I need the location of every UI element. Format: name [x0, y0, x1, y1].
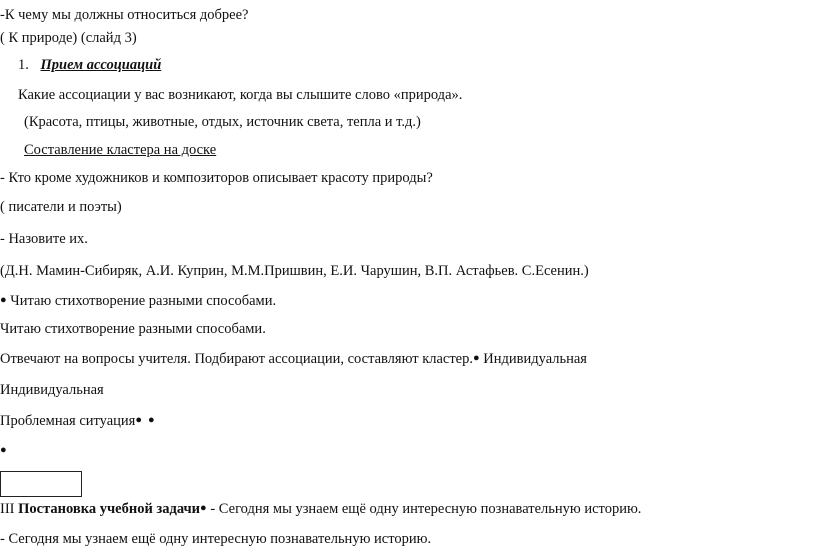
- students-answer-text: Отвечают на вопросы учителя. Подбирают ассоциации, составляют кластер.: [0, 351, 473, 367]
- line-read-poem: [0, 320, 266, 338]
- line-lone-bullet: [0, 441, 7, 460]
- today-text-2: - Сегодня мы узнаем ещё одну интересную познавательную историю.: [0, 531, 432, 547]
- read-poem-text-2: Читаю стихотворение разными способами.: [0, 321, 266, 337]
- who-describes-text: - Кто кроме художников и композиторов описывает красоту природы?: [0, 170, 433, 186]
- bullet-icon: ●: [0, 444, 7, 456]
- item-heading: [18, 56, 161, 74]
- item-number: 1.: [18, 57, 29, 73]
- associations-question-text: Какие ассоциации у вас возникают, когда вы слышите слово «природа».: [18, 87, 463, 103]
- item-title: Прием ассоциаций: [40, 57, 162, 73]
- read-poem-text-1: Читаю стихотворение разными способами.: [6, 293, 277, 309]
- individual-text-2: Индивидуальная: [0, 382, 104, 398]
- bullet-icon: ●: [0, 294, 7, 306]
- line-problem-situation: [0, 411, 155, 430]
- bullet-icon: ●: [200, 502, 207, 514]
- line-who-describes: [0, 169, 433, 187]
- section-title: Постановка учебной задачи: [18, 501, 201, 517]
- cluster-text: Составление кластера на доске: [24, 142, 217, 158]
- line-associations-answer: [24, 113, 421, 131]
- associations-answer-text: (Красота, птицы, животные, отдых, источник света, тепла и т.д.): [24, 114, 421, 130]
- line-cluster: [24, 141, 216, 159]
- question-kindness-text: -К чему мы должны относиться добрее?: [0, 7, 249, 23]
- line-associations-question: [18, 86, 462, 104]
- line-individual: [0, 381, 104, 399]
- line-students-answer: [0, 349, 587, 368]
- problem-situation-text: Проблемная ситуация: [0, 413, 136, 429]
- today-text-1: - Сегодня мы узнаем ещё одну интересную познавательную историю.: [206, 501, 642, 517]
- bullet-icon: ●: [148, 414, 155, 426]
- line-read-poem-bulleted: [0, 291, 276, 310]
- line-writers-poets: [0, 198, 122, 216]
- section-number: III: [0, 501, 19, 517]
- individual-text-1: Индивидуальная: [479, 351, 587, 367]
- name-them-text: - Назовите их.: [0, 231, 88, 247]
- line-today: [0, 530, 431, 548]
- line-to-nature: [0, 29, 137, 47]
- line-section-heading: [0, 499, 641, 518]
- bullet-icon: ●: [473, 352, 480, 364]
- to-nature-text: ( К природе) (слайд 3): [0, 30, 137, 46]
- line-name-them: [0, 230, 88, 248]
- line-question-kindness: [0, 6, 248, 24]
- empty-text-box: [0, 471, 82, 497]
- line-authors: [0, 262, 589, 280]
- bullet-icon: ●: [135, 414, 143, 426]
- authors-text: (Д.Н. Мамин-Сибиряк, А.И. Куприн, М.М.Пришвин, Е.И. Чарушин, В.П. Астафьев. С.Есенин.): [0, 263, 589, 279]
- writers-poets-text: ( писатели и поэты): [0, 199, 122, 215]
